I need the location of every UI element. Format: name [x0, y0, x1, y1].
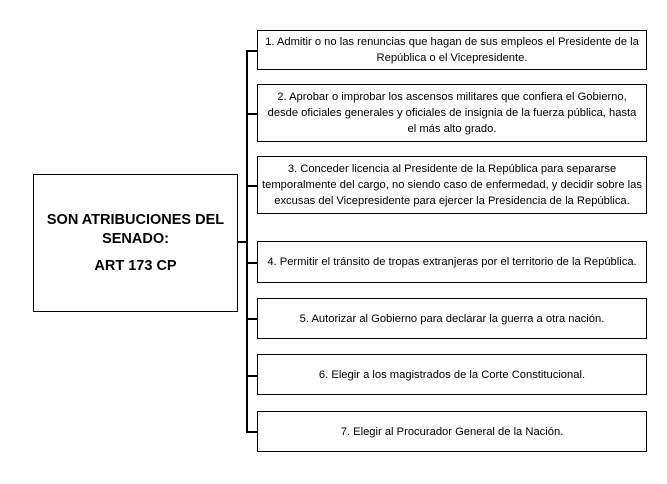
attribution-box-5 — [257, 298, 647, 339]
connector-branch-5 — [246, 318, 257, 320]
attribution-text-6: 6. Elegir a los magistrados de la Corte Constitucional. — [318, 368, 586, 381]
attribution-text-2: 2. Aprobar o improbar los ascensos militares que confiera el Gobierno, desde oficiales generales y oficiales de insignia de la fuerza pública, hasta el más alto grado. — [267, 91, 637, 135]
attribution-text-3: 3. Conceder licencia al Presidente de la República para separarse temporalmente del cargo, no siendo caso de enfermedad, y decidir sobre las excusas del Vicepresidente para ejercer la Presidencia de la República. — [262, 163, 642, 207]
attribution-text-4: 4. Permitir el tránsito de tropas extranjeras por el territorio de la República. — [267, 256, 637, 268]
attribution-box-3 — [257, 156, 647, 214]
connector-branch-6 — [246, 375, 257, 377]
main-topic-box — [33, 174, 238, 312]
attribution-box-4 — [257, 241, 647, 283]
attribution-box-1 — [257, 30, 647, 70]
main-title: SON ATRIBUCIONES DEL SENADO: — [46, 211, 225, 247]
attribution-text-5: 5. Autorizar al Gobierno para declarar la guerra a otra nación. — [299, 312, 605, 325]
attribution-text-7: 7. Elegir al Procurador General de la Nación. — [340, 425, 564, 438]
main-subtitle: ART 173 CP — [94, 257, 177, 274]
connector-branch-1 — [246, 50, 257, 52]
attribution-box-2 — [257, 84, 647, 142]
connector-branch-3 — [246, 185, 257, 187]
attribution-box-7 — [257, 411, 647, 452]
connector-branch-4 — [246, 262, 257, 264]
attribution-box-6 — [257, 354, 647, 395]
attribution-text-1: 1. Admitir o no las renuncias que hagan de sus empleos el Presidente de la República o el Vicepresidente. — [265, 36, 639, 64]
connector-branch-7 — [246, 431, 257, 433]
connector-branch-2 — [246, 113, 257, 115]
